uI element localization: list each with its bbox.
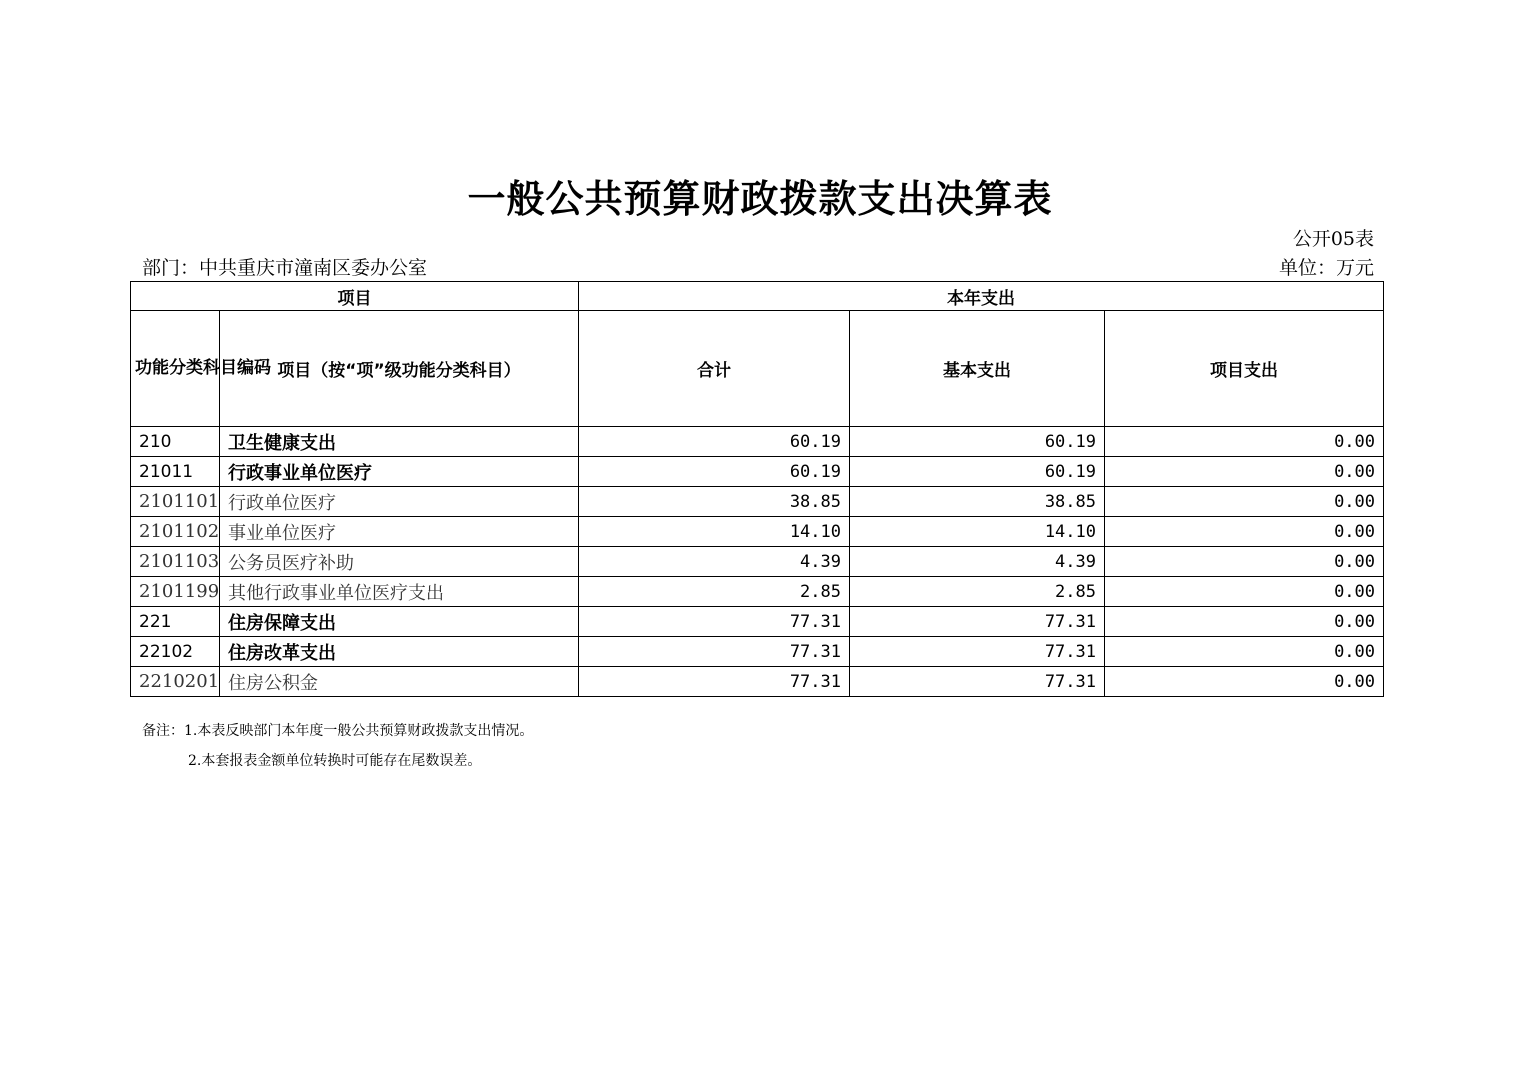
- row-code: 2101102: [131, 517, 220, 547]
- table-row: [131, 577, 1384, 607]
- row-name: 卫生健康支出: [220, 427, 579, 457]
- row-project-expense: 0.00: [1105, 457, 1384, 487]
- row-total: 60.19: [579, 427, 850, 457]
- row-name: 其他行政事业单位医疗支出: [220, 577, 579, 607]
- row-total: 14.10: [579, 517, 850, 547]
- table-row: [131, 517, 1384, 547]
- row-name: 住房公积金: [220, 667, 579, 697]
- row-code: 21011: [131, 457, 220, 487]
- row-project-expense: 0.00: [1105, 487, 1384, 517]
- note-1: 备注：1.本表反映部门本年度一般公共预算财政拨款支出情况。: [142, 723, 534, 739]
- row-code: 2101101: [131, 487, 220, 517]
- row-name: 住房保障支出: [220, 607, 579, 637]
- row-basic: 77.31: [850, 637, 1105, 667]
- row-name: 行政单位医疗: [220, 487, 579, 517]
- row-name: 公务员医疗补助: [220, 547, 579, 577]
- header-basic: 基本支出: [850, 311, 1105, 427]
- row-total: 2.85: [579, 577, 850, 607]
- row-project-expense: 0.00: [1105, 517, 1384, 547]
- row-total: 60.19: [579, 457, 850, 487]
- page-title: 一般公共预算财政拨款支出决算表: [467, 176, 1053, 221]
- row-name: 事业单位医疗: [220, 517, 579, 547]
- row-basic: 2.85: [850, 577, 1105, 607]
- row-basic: 38.85: [850, 487, 1105, 517]
- header-total: 合计: [579, 311, 850, 427]
- header-name: 项目（按“项”级功能分类科目）: [220, 311, 579, 427]
- note-2: 2.本套报表金额单位转换时可能存在尾数误差。: [188, 753, 482, 769]
- department-label: 部门：中共重庆市潼南区委办公室: [142, 257, 428, 279]
- row-code: 221: [131, 607, 220, 637]
- row-total: 77.31: [579, 607, 850, 637]
- table-row: [131, 607, 1384, 637]
- notes: [142, 716, 533, 776]
- table-row: [131, 457, 1384, 487]
- row-project-expense: 0.00: [1105, 577, 1384, 607]
- row-code: 2101199: [131, 577, 220, 607]
- table-row: [131, 427, 1384, 457]
- unit-label: 单位：万元: [1278, 257, 1374, 279]
- table-row: [131, 487, 1384, 517]
- row-basic: 14.10: [850, 517, 1105, 547]
- row-total: 38.85: [579, 487, 850, 517]
- table-row: [131, 547, 1384, 577]
- budget-table: [130, 281, 1384, 697]
- row-name: 行政事业单位医疗: [220, 457, 579, 487]
- row-code: 2210201: [131, 667, 220, 697]
- row-code: 210: [131, 427, 220, 457]
- header-project: 项目: [131, 282, 579, 311]
- row-project-expense: 0.00: [1105, 607, 1384, 637]
- row-total: 77.31: [579, 667, 850, 697]
- header-code: 功能分类科目编码: [131, 311, 220, 427]
- row-basic: 4.39: [850, 547, 1105, 577]
- header-project-expense: 项目支出: [1105, 311, 1384, 427]
- table-row: [131, 637, 1384, 667]
- table-row: [131, 667, 1384, 697]
- table-body: [131, 427, 1384, 697]
- row-code: 22102: [131, 637, 220, 667]
- row-total: 4.39: [579, 547, 850, 577]
- row-basic: 60.19: [850, 457, 1105, 487]
- row-total: 77.31: [579, 637, 850, 667]
- header-current-year: 本年支出: [579, 282, 1384, 311]
- row-project-expense: 0.00: [1105, 427, 1384, 457]
- row-code: 2101103: [131, 547, 220, 577]
- form-number: 公开05表: [1292, 228, 1374, 250]
- row-project-expense: 0.00: [1105, 637, 1384, 667]
- row-basic: 60.19: [850, 427, 1105, 457]
- row-basic: 77.31: [850, 667, 1105, 697]
- row-project-expense: 0.00: [1105, 667, 1384, 697]
- row-basic: 77.31: [850, 607, 1105, 637]
- row-name: 住房改革支出: [220, 637, 579, 667]
- row-project-expense: 0.00: [1105, 547, 1384, 577]
